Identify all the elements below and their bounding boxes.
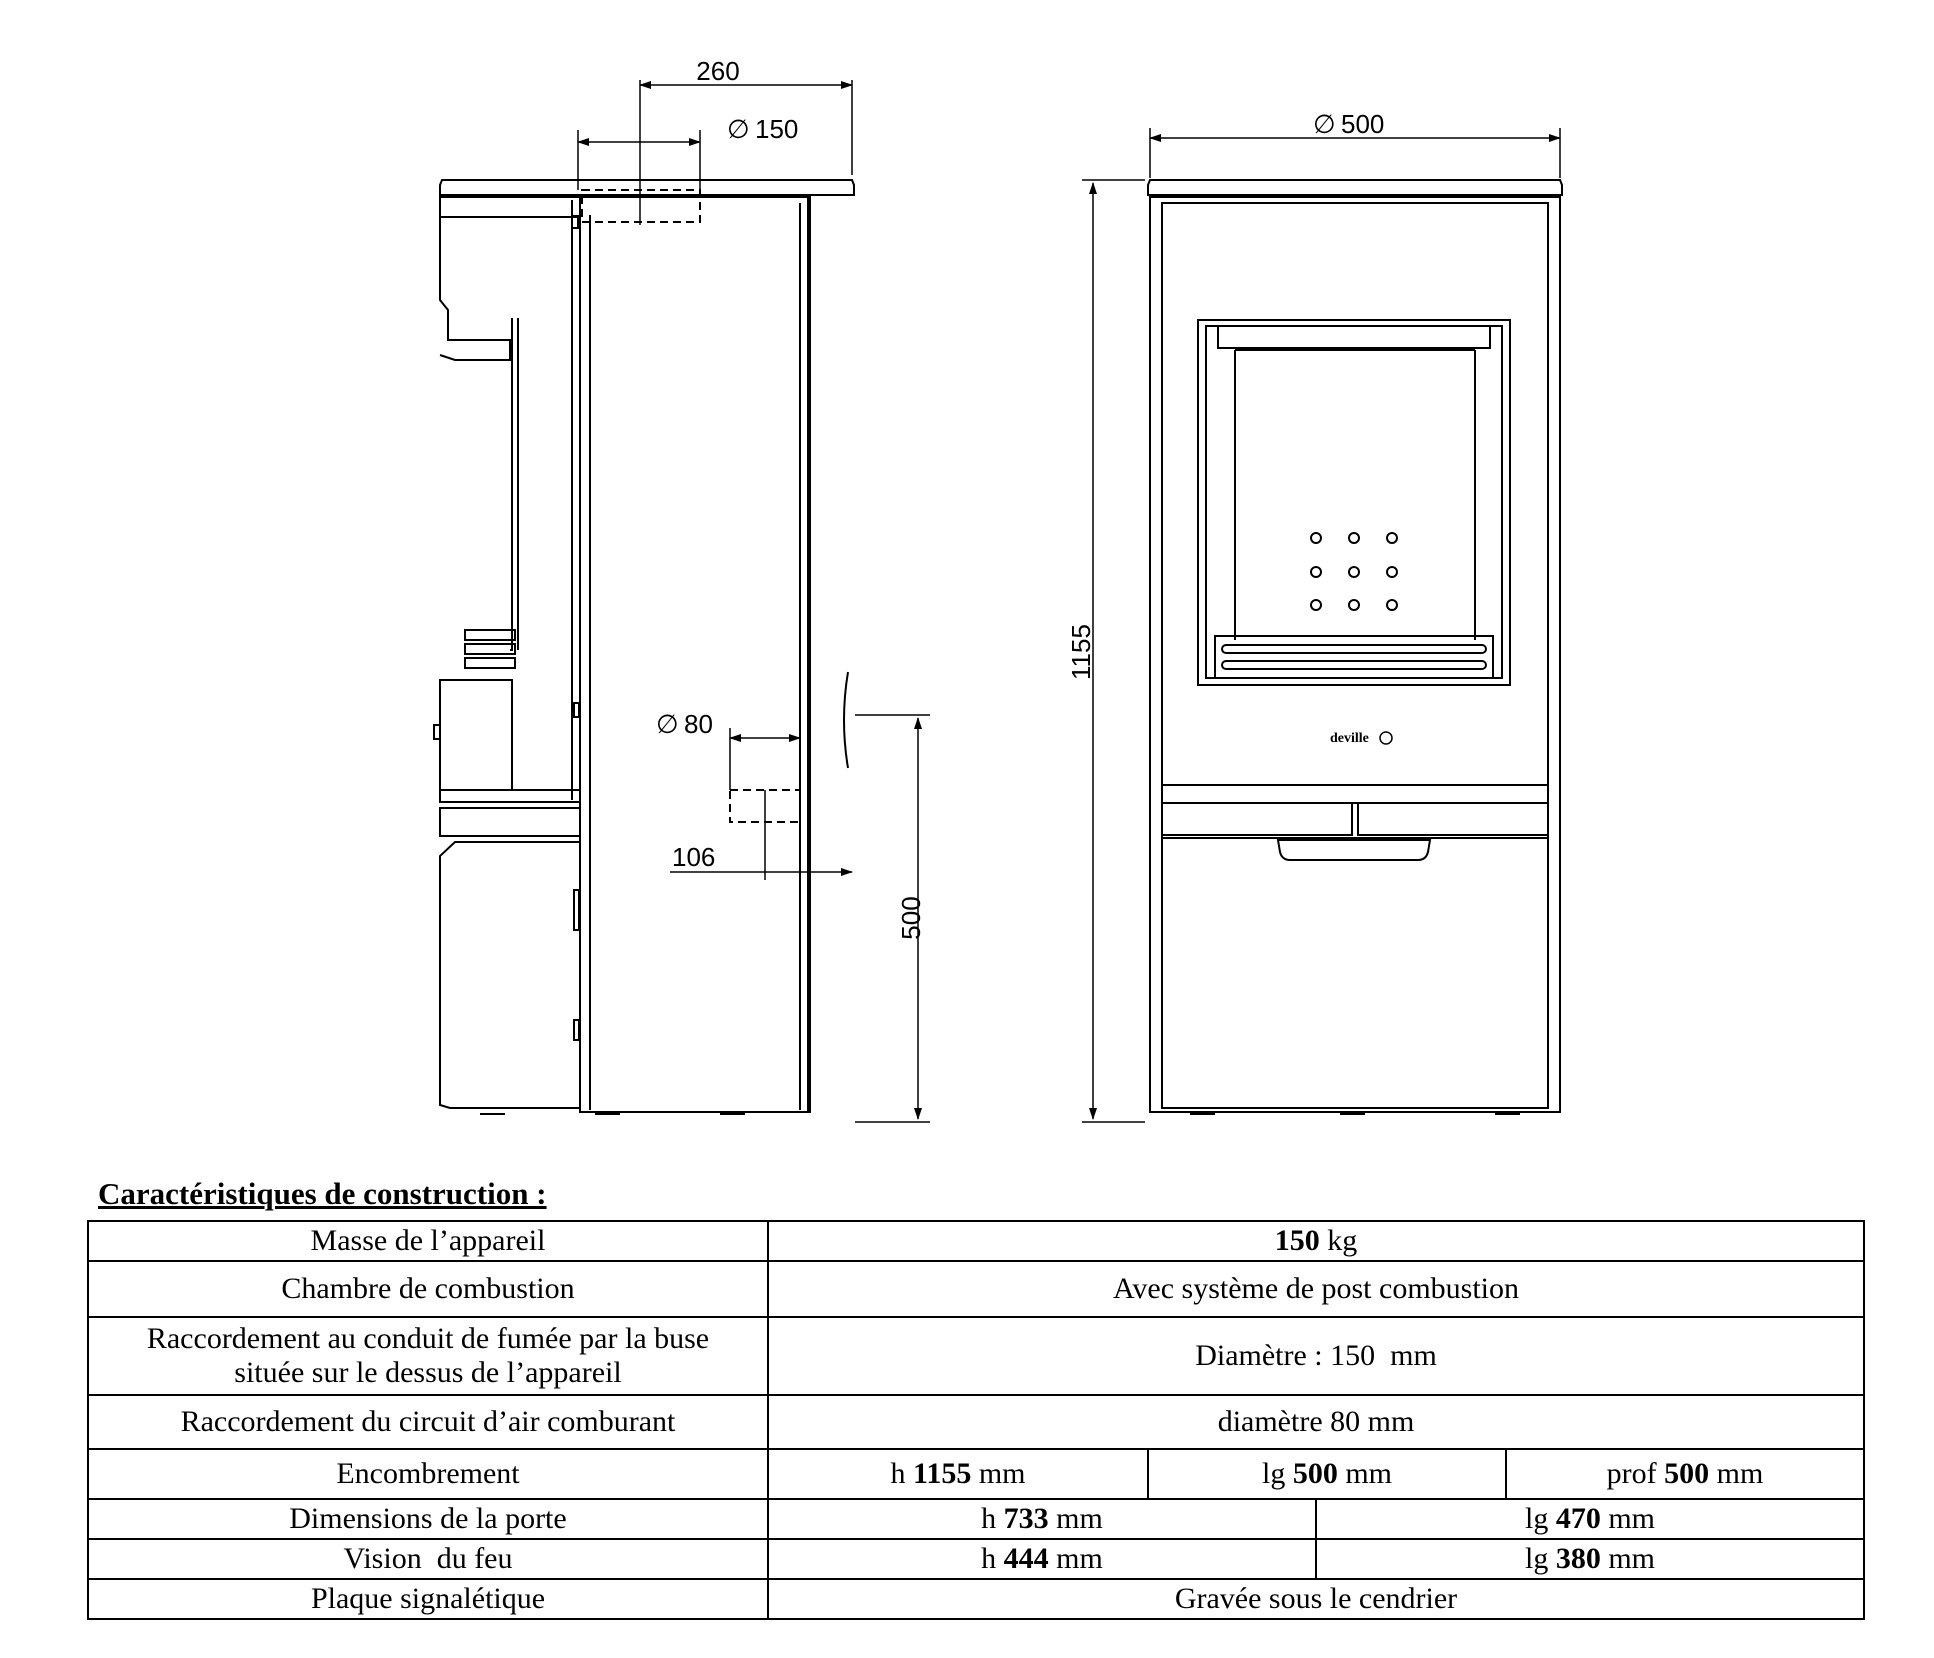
dim-width: 500	[1341, 109, 1385, 139]
brand-logo-icon	[1380, 732, 1392, 744]
door-height: h 733 mm	[768, 1499, 1316, 1539]
dim-flue-diameter: 150	[755, 114, 799, 144]
side-view	[434, 180, 854, 1114]
dim-air-diameter: 80	[684, 709, 713, 739]
side-middle-block	[440, 680, 512, 790]
size-height: h 1155 mm	[768, 1449, 1148, 1499]
front-top-plate	[1148, 180, 1562, 195]
row-value: diamètre 80 mm	[768, 1395, 1864, 1449]
table-row	[88, 1539, 1864, 1579]
dim-height: 1155	[1066, 624, 1096, 680]
side-lower-door	[440, 842, 580, 1108]
specs-heading: Caractéristiques de construction :	[98, 1176, 547, 1211]
size-depth: prof 500 mm	[1506, 1449, 1864, 1499]
vision-width: lg 380 mm	[1316, 1539, 1864, 1579]
row-label: Chambre de combustion	[88, 1261, 768, 1317]
door-width: lg 470 mm	[1316, 1499, 1864, 1539]
side-main-body	[580, 197, 810, 1112]
table-row	[88, 1395, 1864, 1449]
front-vent-holes	[1311, 533, 1397, 610]
diameter-symbol-icon: ∅	[656, 709, 679, 739]
row-value: 150 kg	[768, 1221, 1864, 1261]
row-label: Raccordement au conduit de fumée par la buse située sur le dessus de l’appareil	[88, 1317, 768, 1395]
specs-table	[87, 1220, 1865, 1620]
row-label: Plaque signalétique	[88, 1579, 768, 1619]
vision-height: h 444 mm	[768, 1539, 1316, 1579]
front-grate	[1215, 636, 1493, 678]
front-door-frame	[1198, 320, 1510, 685]
table-row	[88, 1499, 1864, 1539]
table-row	[88, 1221, 1864, 1261]
side-dimension-labels	[656, 56, 926, 940]
row-value: Gravée sous le cendrier	[768, 1579, 1864, 1619]
front-view	[1148, 180, 1562, 1114]
front-body	[1150, 197, 1560, 1112]
front-handle	[1278, 840, 1430, 860]
front-dimensions	[1082, 128, 1560, 1122]
table-row	[88, 1261, 1864, 1317]
front-ash-shelf	[1162, 785, 1548, 803]
side-dimensions	[578, 80, 930, 1122]
row-label: Vision du feu	[88, 1539, 768, 1579]
row-value: Diamètre : 150 mm	[768, 1317, 1864, 1395]
row-label: Raccordement du circuit d’air comburant	[88, 1395, 768, 1449]
table-row	[88, 1317, 1864, 1395]
row-label: Dimensions de la porte	[88, 1499, 768, 1539]
diameter-symbol-icon: ∅	[727, 114, 750, 144]
dim-flue-offset: 260	[696, 56, 740, 86]
table-row	[88, 1449, 1864, 1499]
diameter-symbol-icon: ∅	[1313, 109, 1336, 139]
row-label: Masse de l’appareil	[88, 1221, 768, 1261]
side-top-plate	[440, 180, 854, 195]
side-front-upper	[440, 197, 510, 360]
dim-depth: 500	[896, 896, 926, 940]
row-value: Avec système de post combustion	[768, 1261, 1864, 1317]
row-label: Encombrement	[88, 1449, 768, 1499]
size-width: lg 500 mm	[1148, 1449, 1506, 1499]
brand-logo: deville	[1330, 731, 1369, 746]
dim-air-offset: 106	[672, 842, 716, 872]
table-row	[88, 1579, 1864, 1619]
